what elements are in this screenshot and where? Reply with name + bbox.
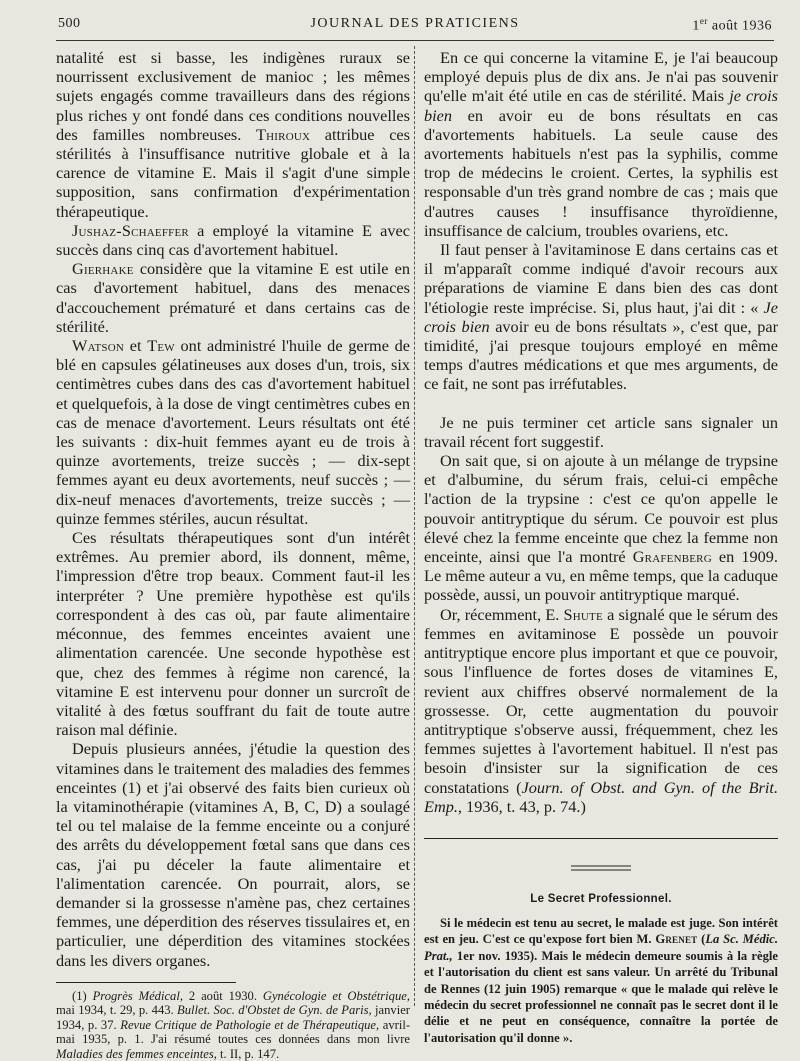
issue-date: 1er août 1936 xyxy=(692,16,772,34)
paragraph: Jushaz-Schaeffer a employé la vitamine E avec succès dans cinq cas d'avortement habituel. xyxy=(56,220,410,260)
column-divider xyxy=(414,46,415,1006)
paragraph: On sait que, si on ajoute à un mélange de trypsine et d'albumine, du sérum frais, celui-ci empêche l'action de la trypsine : c'est ce qu'on appelle le pouvoir antitryptique du sérum. Ce pouvoir est plus élevé chez la femme enceinte que chez la femme non enceinte, ainsi que l'a montré Grafenberg en 1909. Le même auteur a vu, en même temps, que la caduque possède, aussi, un pouvoir antitryptique marqué. xyxy=(424,451,778,605)
paragraph: Il faut penser à l'avitaminose E dans certains cas et il m'apparaît comme indiqué d'avoir recours aux préparations de viamine E dans bien des cas dont l'étiologie reste imprécise. Si, plus haut, j'ai dit : « Je crois bien avoir eu de bons résultats », c'est que, par timidité, j'ai presque toujours employé en même temps d'autres médications et que mes arguments, de ce fait, ne sont pas irréfutables. xyxy=(424,240,778,394)
footnote-rule xyxy=(56,982,236,983)
spacer xyxy=(424,394,778,413)
section-rule xyxy=(424,838,778,839)
paragraph: Je ne puis terminer cet article sans signaler un travail récent fort suggestif. xyxy=(424,412,778,451)
paragraph: Gierhake considère que la vitamine E est utile en cas d'avortement habituel, dans des menaces d'accouchement prématuré et dans certains cas de stérilité. xyxy=(56,259,410,336)
paragraph: Depuis plusieurs années, j'étudie la question des vitamines dans le traitement des maladies des femmes enceintes (1) et j'ai observé des faits bien curieux où la vitaminothérapie (vitamines A, B, C, D) a soulagé tel ou tel malaise de la femme enceinte ou a conjuré des arrêts du développement fœtal sans que dans ces cas, j'ai pu déceler la faute alimentaire et l'alimentation carencée. On pourrait, alors, se demander si la grossesse n'amène pas, chez certaines femmes, une déperdition des réserves tissulaires et, en particulier, une déperdition des vitamines stockées dans les divers organes. xyxy=(56,739,410,970)
paragraph: Ces résultats thérapeutiques sont d'un intérêt extrêmes. Au premier abord, ils donnent, même, l'impression d'être trop beaux. Comment faut-il les interpréter ? Une première hypothèse est qu'ils correspondent à des cas où, par faute alimentaire méconnue, des femmes enceintes avaient une alimentation carencée. Une seconde hypothèse est que, chez des femmes à régime non carencé, la vitamine E est intervenu pour donner un surcroît de vitalité à des fœtus souffrant du fait de toute autre raison mal définie. xyxy=(56,528,410,740)
left-column xyxy=(56,48,410,1061)
paragraph: Watson et Tew ont administré l'huile de germe de blé en capsules gélatineuses aux doses d'un, trois, six centimètres cubes dans des cas d'avortement habituel et quelquefois, à la dose de vingt centimètres cubes en cas de menace d'avortement. Leurs résultats ont été les suivants : dix-huit femmes ayant eu de trois à quinze avortements, treize succès ; — dix-sept femmes ayant eu deux avortements, neuf succès ; — dix-neuf menaces d'avortements, treize succès ; — quinze femmes stériles, aucun résultat. xyxy=(56,336,410,528)
paragraph: En ce qui concerne la vitamine E, je l'ai beaucoup employé depuis plus de dix ans. Je n'ai pas souvenir qu'elle m'ait été utile en cas de stérilité. Mais je crois bien en avoir eu de bons résultats en cas d'avortements habituels. La seule cause des avortements habituels n'est pas la syphilis, comme trop de médecins le croient. Certes, la syphilis est responsable d'un très grand nombre de cas ; mais que d'autres causes ! insuffisance thyroïdienne, insuffisance de calcium, troubles ovariens, etc. xyxy=(424,48,778,240)
right-column xyxy=(424,48,778,1046)
footnote: (1) Progrès Médical, 2 août 1930. Gynécologie et Obstétrique, mai 1934, t. 29, p. 443. Bullet. Soc. d'Obstet de Gyn. de Paris, janvier 1934, p. 37. Revue Critique de Pathologie et de Thérapeutique, avril-mai 1935, p. 1. J'ai résumé toutes ces données dans mon livre Maladies des femmes enceintes, t. II, p. 147. xyxy=(56,988,411,1061)
paragraph: natalité est si basse, les indigènes ruraux se nourrissent exclusivement de manioc ; les mêmes sujets engagés comme travailleurs dans des régions plus riches y ont fondé dans ces conditions nouvelles des familles nombreuses. Thiroux attribue ces stérilités à l'insuffisance nutritive globale et à la carence de vitamine E. Mais il s'agit d'une simple supposition, sans confirmation d'expérimentation thérapeutique. xyxy=(56,48,410,221)
page-number: 500 xyxy=(58,16,81,31)
section-body: Si le médecin est tenu au secret, le malade est juge. Son intérêt est en jeu. C'est ce qu'expose fort bien M. Grenet (La Sc. Médic. Prat., 1er nov. 1935). Mais le médecin demeure soumis à la règle et l'autorisation du client est sans valeur. Un arrêté du Tribunal de Rennes (12 juin 1905) remarque « que le malade qui relève le médecin du secret professionnel ne connaît pas le secret dont il le délie et ne peut en conséquence, connaître la portée de l'autorisation qu'il donne ». xyxy=(424,915,778,1045)
running-header xyxy=(58,14,772,36)
section-title: Le Secret Professionnel. xyxy=(530,892,672,905)
journal-title: JOURNAL DES PRATICIENS xyxy=(310,16,520,31)
header-rule xyxy=(56,40,774,41)
ornament-rule-icon xyxy=(571,865,631,871)
paragraph: Or, récemment, E. Shute a signalé que le sérum des femmes en avitaminose E possède un pouvoir antitryptique encore plus important et que ce pouvoir, sous l'influence de fortes doses de vitamines E, revient aux chiffres observé normalement de la grossesse. Or, cette augmentation du pouvoir antitryptique s'observe aussi, fréquemment, chez les femmes sujettes à l'avortement habituel. Il n'est pas besoin d'insister sur la signification de ces constatations (Journ. of Obst. and Gyn. of the Brit. Emp., 1936, t. 43, p. 74.) xyxy=(424,604,779,816)
